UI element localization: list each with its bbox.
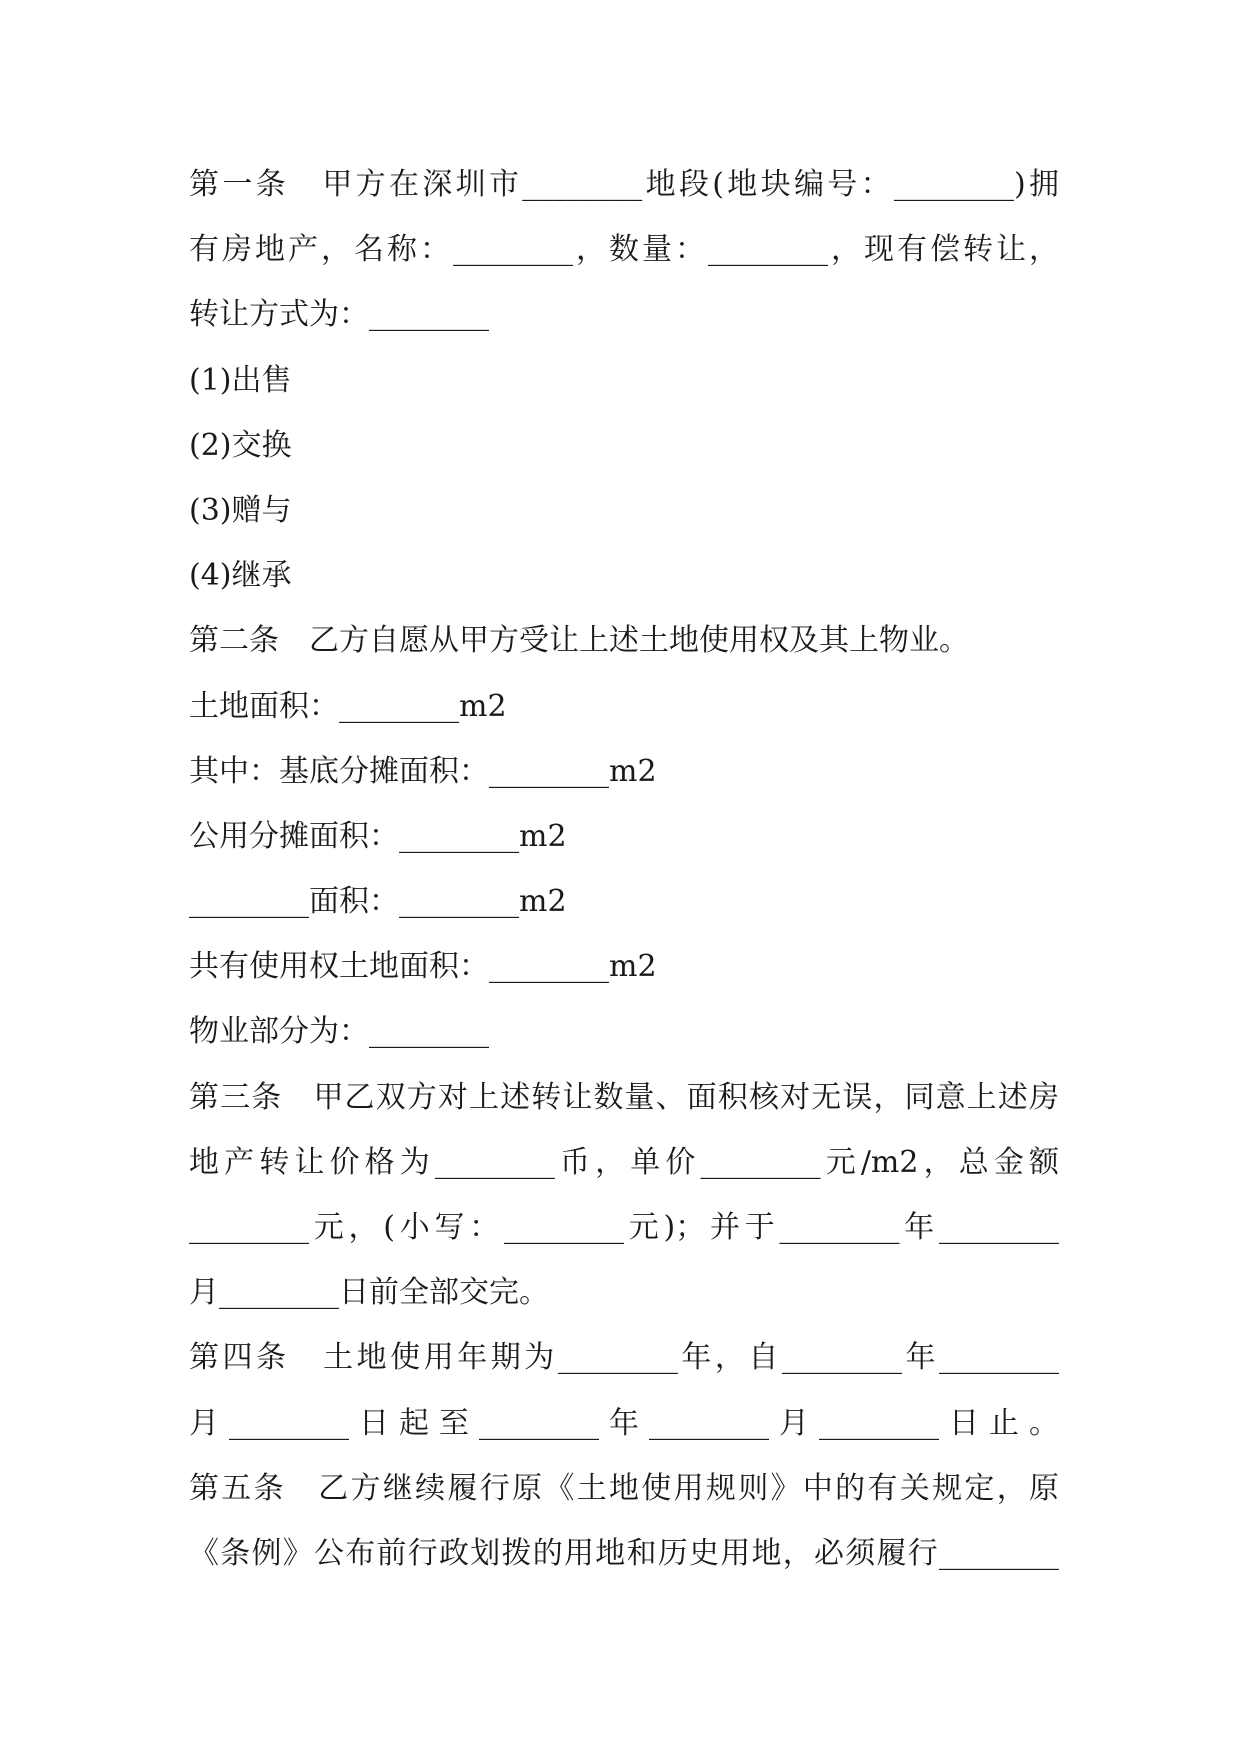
- article-1-line-3: 转让方式为：________: [189, 297, 489, 333]
- article-3-line-2: 地产转让价格为________币，单价________元/m2，总金额: [189, 1144, 1059, 1180]
- document-body: [189, 152, 1059, 1586]
- article-2-line-1: 第二条 乙方自愿从甲方受让上述土地使用权及其上物业。: [189, 623, 969, 659]
- land-area-line: 土地面积：________m2: [189, 688, 507, 724]
- article-5-line-1: 第五条 乙方继续履行原《土地使用规则》中的有关规定，原: [189, 1470, 1059, 1506]
- option-gift: (3)赠与: [189, 492, 292, 528]
- article-1-line-2: 有房地产，名称：________，数量：________，现有偿转让，: [189, 232, 1059, 268]
- article-3-line-3: ________元，(小写：________元)；并于________年________: [189, 1210, 1059, 1245]
- blank-area-line: ________面积：________m2: [189, 884, 567, 920]
- article-5-line-2: 《条例》公布前行政划拨的用地和历史用地，必须履行________: [189, 1535, 1059, 1571]
- article-3-line-4: 月________日前全部交完。: [189, 1275, 549, 1311]
- co-use-land-area-line: 共有使用权土地面积：________m2: [189, 949, 657, 985]
- public-shared-area-line: 公用分摊面积：________m2: [189, 818, 567, 854]
- article-1-line-1: 第一条 甲方在深圳市________地段(地块编号：________)拥: [189, 167, 1059, 202]
- option-exchange: (2)交换: [189, 427, 292, 463]
- option-inheritance: (4)继承: [189, 558, 292, 594]
- property-part-line: 物业部分为：________: [189, 1014, 489, 1050]
- article-4-line-1: 第四条 土地使用年期为________年，自________年________: [189, 1340, 1059, 1376]
- base-shared-area-line: 其中：基底分摊面积：________m2: [189, 753, 657, 789]
- article-4-line-2: 月________日起至________年________月________日止。: [189, 1405, 1059, 1441]
- article-3-line-1: 第三条 甲乙双方对上述转让数量、面积核对无误，同意上述房: [189, 1079, 1059, 1115]
- option-sale: (1)出售: [189, 362, 292, 398]
